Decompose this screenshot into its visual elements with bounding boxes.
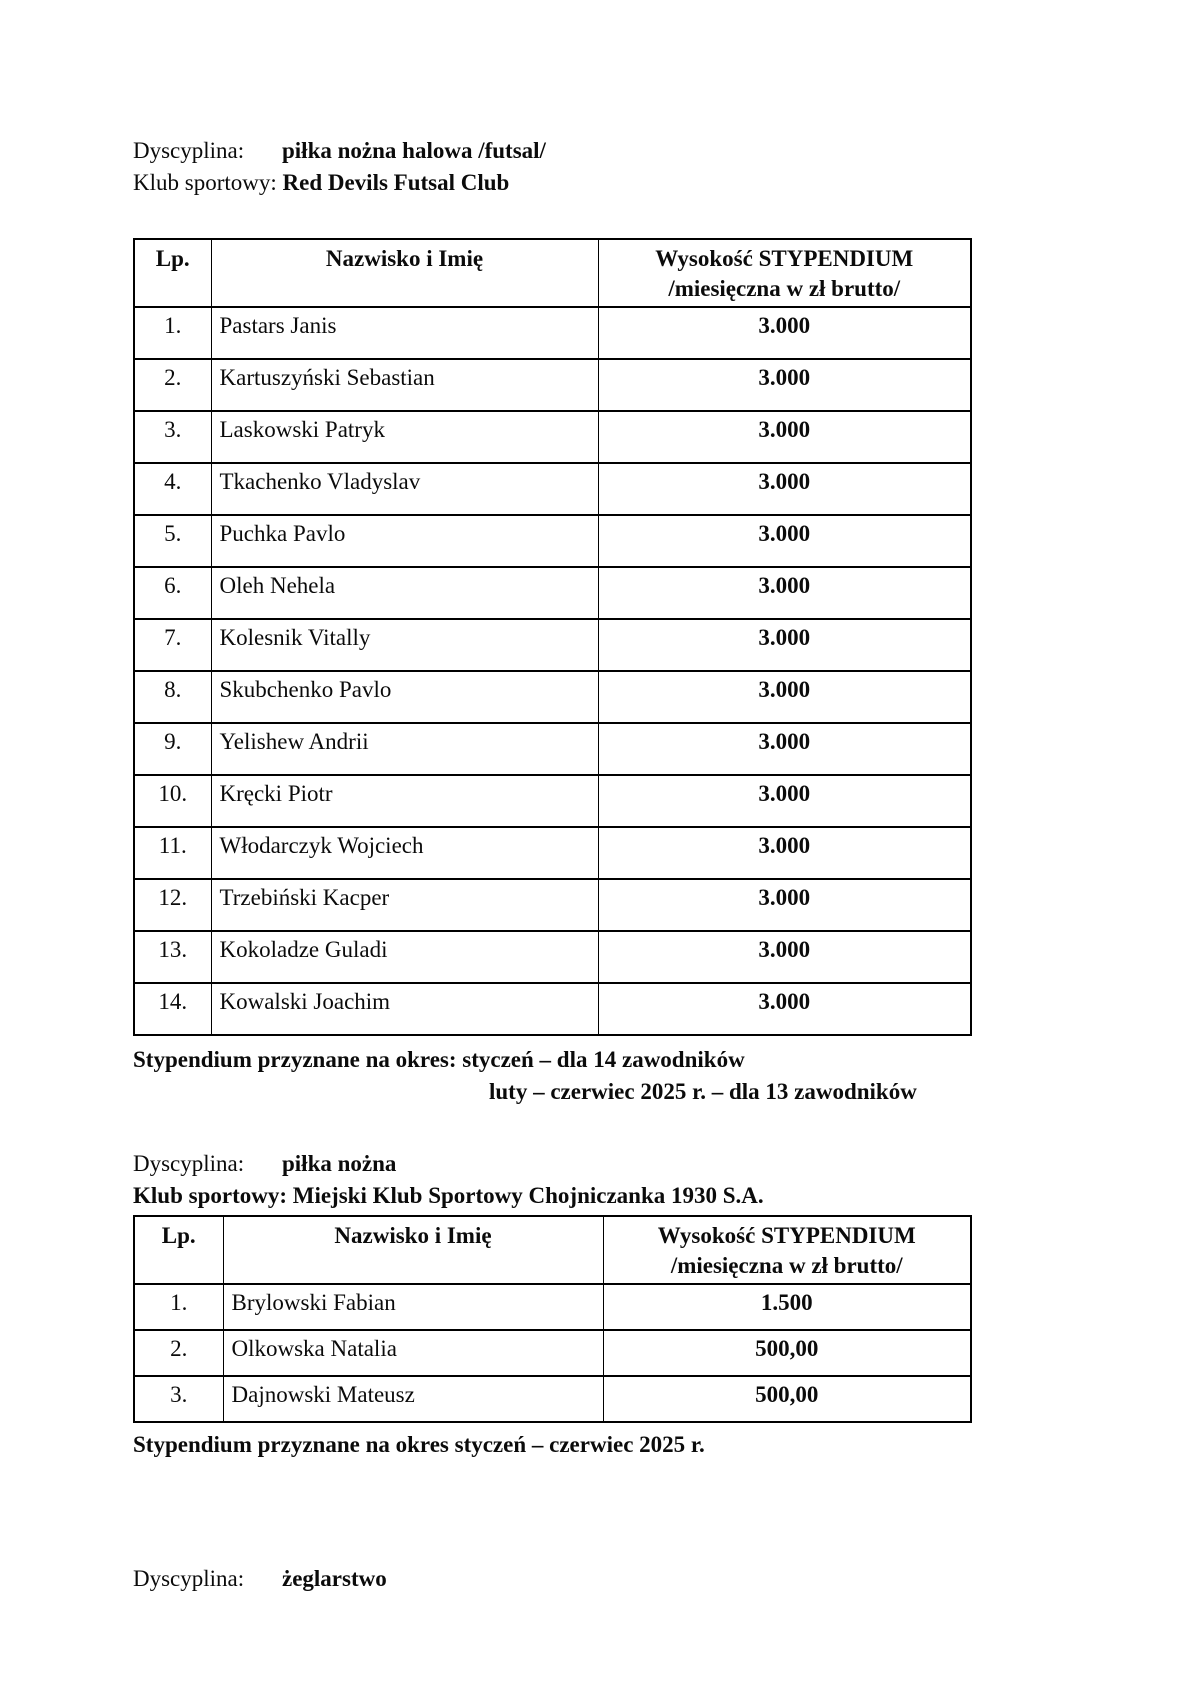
name-cell: Pastars Janis bbox=[211, 307, 598, 359]
name-cell: Trzebiński Kacper bbox=[211, 879, 598, 931]
lp-cell: 1. bbox=[134, 1284, 223, 1330]
club-label: Klub sportowy: bbox=[133, 1183, 287, 1208]
amount-cell: 3.000 bbox=[598, 515, 971, 567]
lp-cell: 14. bbox=[134, 983, 211, 1035]
header-amount-line1: Wysokość STYPENDIUM bbox=[657, 1223, 916, 1248]
amount-cell: 3.000 bbox=[598, 411, 971, 463]
table-row bbox=[134, 931, 971, 983]
name-cell: Kowalski Joachim bbox=[211, 983, 598, 1035]
table-row bbox=[134, 671, 971, 723]
amount-cell: 3.000 bbox=[598, 931, 971, 983]
name-cell: Włodarczyk Wojciech bbox=[211, 827, 598, 879]
table-header bbox=[134, 1216, 971, 1284]
name-cell: Tkachenko Vladyslav bbox=[211, 463, 598, 515]
table-row bbox=[134, 775, 971, 827]
table-row bbox=[134, 1376, 971, 1422]
amount-cell: 500,00 bbox=[603, 1376, 971, 1422]
amount-cell: 3.000 bbox=[598, 359, 971, 411]
table-row bbox=[134, 827, 971, 879]
period-note-line1: Stypendium przyznane na okres: styczeń – dla 14 zawodników bbox=[133, 1047, 745, 1072]
discipline-label: Dyscyplina: bbox=[133, 1151, 245, 1176]
lp-cell: 5. bbox=[134, 515, 211, 567]
name-cell: Kolesnik Vitally bbox=[211, 619, 598, 671]
table-row bbox=[134, 1330, 971, 1376]
name-cell: Puchka Pavlo bbox=[211, 515, 598, 567]
lp-cell: 2. bbox=[134, 1330, 223, 1376]
discipline-value: piłka nożna bbox=[282, 1151, 397, 1176]
lp-cell: 12. bbox=[134, 879, 211, 931]
lp-cell: 2. bbox=[134, 359, 211, 411]
scholarship-table-football bbox=[133, 1215, 972, 1423]
section-futsal bbox=[133, 135, 1133, 1108]
name-cell: Dajnowski Mateusz bbox=[223, 1376, 603, 1422]
discipline-line bbox=[133, 1148, 1133, 1180]
name-cell: Brylowski Fabian bbox=[223, 1284, 603, 1330]
name-cell: Kokoladze Guladi bbox=[211, 931, 598, 983]
header-lp: Lp. bbox=[134, 1216, 223, 1284]
discipline-line bbox=[133, 135, 1133, 167]
club-value: Miejski Klub Sportowy Chojniczanka 1930 S.A. bbox=[292, 1183, 764, 1208]
amount-cell: 3.000 bbox=[598, 619, 971, 671]
club-line bbox=[133, 1180, 1133, 1212]
club-line bbox=[133, 167, 1133, 199]
name-cell: Kręcki Piotr bbox=[211, 775, 598, 827]
discipline-value: piłka nożna halowa /futsal/ bbox=[282, 138, 546, 163]
period-note-line2: luty – czerwiec 2025 r. – dla 13 zawodników bbox=[489, 1079, 917, 1104]
lp-cell: 6. bbox=[134, 567, 211, 619]
name-cell: Oleh Nehela bbox=[211, 567, 598, 619]
table-row bbox=[134, 307, 971, 359]
name-cell: Yelishew Andrii bbox=[211, 723, 598, 775]
lp-cell: 3. bbox=[134, 1376, 223, 1422]
table-row bbox=[134, 567, 971, 619]
discipline-value: żeglarstwo bbox=[282, 1566, 387, 1591]
table-row bbox=[134, 879, 971, 931]
name-cell: Laskowski Patryk bbox=[211, 411, 598, 463]
lp-cell: 13. bbox=[134, 931, 211, 983]
amount-cell: 3.000 bbox=[598, 463, 971, 515]
club-label: Klub sportowy: bbox=[133, 170, 277, 195]
lp-cell: 3. bbox=[134, 411, 211, 463]
section-football bbox=[133, 1148, 1133, 1461]
table-body bbox=[134, 307, 971, 1035]
period-note: Stypendium przyznane na okres styczeń – czerwiec 2025 r. bbox=[133, 1432, 705, 1457]
table-row bbox=[134, 463, 971, 515]
table-row bbox=[134, 411, 971, 463]
amount-cell: 3.000 bbox=[598, 827, 971, 879]
table-body bbox=[134, 1284, 971, 1422]
header-amount bbox=[598, 239, 971, 307]
amount-cell: 3.000 bbox=[598, 775, 971, 827]
amount-cell: 3.000 bbox=[598, 723, 971, 775]
header-amount-line2: /miesięczna w zł brutto/ bbox=[670, 1253, 903, 1278]
table-row bbox=[134, 515, 971, 567]
amount-cell: 500,00 bbox=[603, 1330, 971, 1376]
lp-cell: 8. bbox=[134, 671, 211, 723]
name-cell: Kartuszyński Sebastian bbox=[211, 359, 598, 411]
header-amount-line2: /miesięczna w zł brutto/ bbox=[668, 276, 901, 301]
header-name: Nazwisko i Imię bbox=[223, 1216, 603, 1284]
amount-cell: 3.000 bbox=[598, 983, 971, 1035]
lp-cell: 7. bbox=[134, 619, 211, 671]
lp-cell: 9. bbox=[134, 723, 211, 775]
header-lp: Lp. bbox=[134, 239, 211, 307]
discipline-label: Dyscyplina: bbox=[133, 138, 245, 163]
table-row bbox=[134, 1284, 971, 1330]
amount-cell: 3.000 bbox=[598, 567, 971, 619]
lp-cell: 1. bbox=[134, 307, 211, 359]
discipline-label: Dyscyplina: bbox=[133, 1566, 245, 1591]
header-name: Nazwisko i Imię bbox=[211, 239, 598, 307]
amount-cell: 1.500 bbox=[603, 1284, 971, 1330]
table-row bbox=[134, 983, 971, 1035]
name-cell: Olkowska Natalia bbox=[223, 1330, 603, 1376]
club-value: Red Devils Futsal Club bbox=[282, 170, 510, 195]
amount-cell: 3.000 bbox=[598, 879, 971, 931]
lp-cell: 4. bbox=[134, 463, 211, 515]
name-cell: Skubchenko Pavlo bbox=[211, 671, 598, 723]
header-amount-line1: Wysokość STYPENDIUM bbox=[655, 246, 914, 271]
amount-cell: 3.000 bbox=[598, 307, 971, 359]
table-row bbox=[134, 723, 971, 775]
table-row bbox=[134, 619, 971, 671]
scholarship-table-futsal bbox=[133, 238, 972, 1036]
discipline-line bbox=[133, 1563, 1133, 1595]
table-header bbox=[134, 239, 971, 307]
lp-cell: 10. bbox=[134, 775, 211, 827]
section-sailing bbox=[133, 1563, 1133, 1595]
lp-cell: 11. bbox=[134, 827, 211, 879]
table-row bbox=[134, 359, 971, 411]
amount-cell: 3.000 bbox=[598, 671, 971, 723]
header-amount bbox=[603, 1216, 971, 1284]
